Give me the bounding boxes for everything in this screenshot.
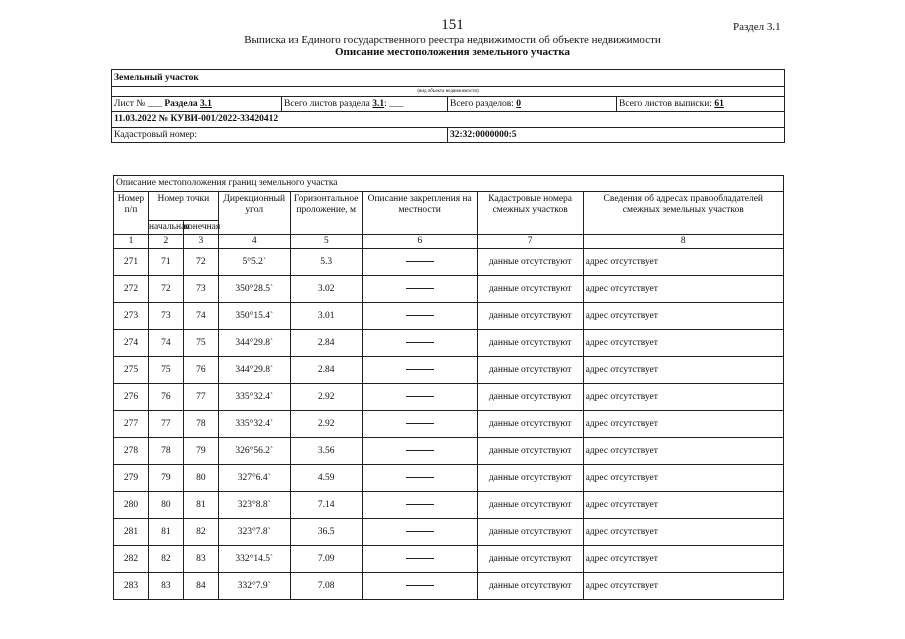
- section-label: Раздел 3.1: [733, 21, 781, 33]
- point-end: 72: [183, 249, 218, 276]
- row-number: 271: [114, 249, 149, 276]
- dash-line: [406, 423, 434, 424]
- row-number: 276: [114, 384, 149, 411]
- horizontal-distance: 2.84: [290, 357, 362, 384]
- row-number: 278: [114, 438, 149, 465]
- dash-line: [406, 558, 434, 559]
- direction-angle: 335°32.4`: [218, 384, 290, 411]
- adjacent-cadastral: данные отсутствуют: [477, 465, 583, 492]
- col-header-angle: Дирекционный угол: [218, 192, 290, 235]
- row-number: 281: [114, 519, 149, 546]
- adjacent-cadastral: данные отсутствуют: [477, 303, 583, 330]
- total-sections-value: 0: [516, 98, 522, 109]
- section-value: 3.1: [200, 98, 212, 109]
- owner-address: адрес отсутствует: [583, 438, 783, 465]
- point-end: 81: [183, 492, 218, 519]
- point-start: 74: [148, 330, 183, 357]
- point-end: 76: [183, 357, 218, 384]
- point-start: 73: [148, 303, 183, 330]
- header-table: [111, 69, 785, 143]
- row-number: 279: [114, 465, 149, 492]
- owner-address: адрес отсутствует: [583, 357, 783, 384]
- point-start: 75: [148, 357, 183, 384]
- point-start: 71: [148, 249, 183, 276]
- dash-line: [406, 585, 434, 586]
- direction-angle: 323°8.8`: [218, 492, 290, 519]
- row-number: 273: [114, 303, 149, 330]
- dash-line: [406, 315, 434, 316]
- object-caption: (вид объекта недвижимости): [112, 87, 785, 97]
- total-sheets-section-label: Всего листов раздела: [284, 98, 370, 109]
- table-row: [114, 411, 784, 438]
- table-row: [114, 303, 784, 330]
- col-number: 2: [148, 235, 183, 249]
- col-number: 1: [114, 235, 149, 249]
- table-row: [114, 276, 784, 303]
- col-number: 5: [290, 235, 362, 249]
- direction-angle: 332°7.9`: [218, 573, 290, 600]
- fixing-description: [362, 303, 477, 330]
- adjacent-cadastral: данные отсутствуют: [477, 411, 583, 438]
- direction-angle: 335°32.4`: [218, 411, 290, 438]
- point-start: 79: [148, 465, 183, 492]
- horizontal-distance: 3.01: [290, 303, 362, 330]
- col-header-distance: Горизонтальное проложение, м: [290, 192, 362, 235]
- direction-angle: 5°5.2`: [218, 249, 290, 276]
- direction-angle: 332°14.5`: [218, 546, 290, 573]
- point-end: 73: [183, 276, 218, 303]
- owner-address: адрес отсутствует: [583, 303, 783, 330]
- table-row: [114, 438, 784, 465]
- point-start: 78: [148, 438, 183, 465]
- horizontal-distance: 2.92: [290, 384, 362, 411]
- page-number: 151: [441, 17, 464, 33]
- sheet-label: Лист № ___: [114, 98, 162, 109]
- direction-angle: 344°29.8`: [218, 357, 290, 384]
- point-start: 82: [148, 546, 183, 573]
- table-row: [114, 546, 784, 573]
- cadastral-label: Кадастровый номер:: [112, 128, 448, 143]
- col-header-point-start: начальная: [148, 221, 183, 235]
- adjacent-cadastral: данные отсутствуют: [477, 276, 583, 303]
- owner-address: адрес отсутствует: [583, 411, 783, 438]
- fixing-description: [362, 546, 477, 573]
- point-end: 77: [183, 384, 218, 411]
- dash-line: [406, 531, 434, 532]
- document-number: 11.03.2022 № КУВИ-001/2022-33420412: [112, 112, 785, 128]
- adjacent-cadastral: данные отсутствуют: [477, 330, 583, 357]
- point-end: 78: [183, 411, 218, 438]
- row-number: 277: [114, 411, 149, 438]
- table-row: [114, 357, 784, 384]
- dash-line: [406, 504, 434, 505]
- dash-line: [406, 288, 434, 289]
- column-numbers-row: [114, 235, 784, 249]
- col-header-cadastral: Кадастровые номера смежных участков: [477, 192, 583, 235]
- fixing-description: [362, 573, 477, 600]
- dash-line: [406, 342, 434, 343]
- col-number: 3: [183, 235, 218, 249]
- col-number: 8: [583, 235, 783, 249]
- point-end: 83: [183, 546, 218, 573]
- adjacent-cadastral: данные отсутствуют: [477, 438, 583, 465]
- total-sheets-section-value: 3.1: [372, 98, 385, 109]
- horizontal-distance: 36.5: [290, 519, 362, 546]
- row-number: 282: [114, 546, 149, 573]
- point-start: 81: [148, 519, 183, 546]
- direction-angle: 323°7.8`: [218, 519, 290, 546]
- owner-address: адрес отсутствует: [583, 330, 783, 357]
- adjacent-cadastral: данные отсутствуют: [477, 519, 583, 546]
- table-row: [114, 384, 784, 411]
- point-start: 77: [148, 411, 183, 438]
- total-sheets: [617, 97, 785, 112]
- table-caption: Описание местоположения границ земельного участка: [114, 176, 784, 192]
- fixing-description: [362, 249, 477, 276]
- horizontal-distance: 5.3: [290, 249, 362, 276]
- total-sections: [448, 97, 617, 112]
- point-end: 74: [183, 303, 218, 330]
- row-number: 272: [114, 276, 149, 303]
- point-start: 80: [148, 492, 183, 519]
- adjacent-cadastral: данные отсутствуют: [477, 357, 583, 384]
- row-number: 283: [114, 573, 149, 600]
- dash-line: [406, 396, 434, 397]
- col-header-number: Номер п/п: [114, 192, 149, 235]
- horizontal-distance: 3.02: [290, 276, 362, 303]
- fixing-description: [362, 465, 477, 492]
- adjacent-cadastral: данные отсутствуют: [477, 492, 583, 519]
- adjacent-cadastral: данные отсутствуют: [477, 573, 583, 600]
- col-header-point-end: конечная: [183, 221, 218, 235]
- dash-line: [406, 477, 434, 478]
- adjacent-cadastral: данные отсутствуют: [477, 384, 583, 411]
- boundary-table: [113, 175, 784, 600]
- fixing-description: [362, 330, 477, 357]
- dash-line: [406, 261, 434, 262]
- direction-angle: 350°28.5`: [218, 276, 290, 303]
- total-sheets-section-blank: : ___: [384, 98, 404, 109]
- direction-angle: 350°15.4`: [218, 303, 290, 330]
- fixing-description: [362, 276, 477, 303]
- adjacent-cadastral: данные отсутствуют: [477, 546, 583, 573]
- owner-address: адрес отсутствует: [583, 546, 783, 573]
- owner-address: адрес отсутствует: [583, 519, 783, 546]
- adjacent-cadastral: данные отсутствуют: [477, 249, 583, 276]
- point-end: 84: [183, 573, 218, 600]
- fixing-description: [362, 357, 477, 384]
- point-start: 76: [148, 384, 183, 411]
- direction-angle: 327°6.4`: [218, 465, 290, 492]
- col-header-point: Номер точки: [148, 192, 218, 221]
- owner-address: адрес отсутствует: [583, 465, 783, 492]
- table-row: [114, 465, 784, 492]
- col-header-fixing: Описание закрепления на местности: [362, 192, 477, 235]
- point-end: 75: [183, 330, 218, 357]
- owner-address: адрес отсутствует: [583, 573, 783, 600]
- point-end: 79: [183, 438, 218, 465]
- dash-line: [406, 450, 434, 451]
- total-sheets-section: [282, 97, 448, 112]
- total-sheets-label: Всего листов выписки:: [619, 98, 712, 109]
- horizontal-distance: 7.14: [290, 492, 362, 519]
- fixing-description: [362, 519, 477, 546]
- point-end: 82: [183, 519, 218, 546]
- horizontal-distance: 2.92: [290, 411, 362, 438]
- owner-address: адрес отсутствует: [583, 249, 783, 276]
- owner-address: адрес отсутствует: [583, 384, 783, 411]
- col-header-address: Сведения об адресах правообладателей смежных земельных участков: [583, 192, 783, 235]
- sheet-number: [112, 97, 282, 112]
- fixing-description: [362, 411, 477, 438]
- row-number: 280: [114, 492, 149, 519]
- fixing-description: [362, 492, 477, 519]
- section-prefix: Раздела: [164, 98, 198, 109]
- horizontal-distance: 4.59: [290, 465, 362, 492]
- document-subtitle: Описание местоположения земельного участка: [334, 46, 571, 58]
- owner-address: адрес отсутствует: [583, 276, 783, 303]
- object-name: Земельный участок: [112, 70, 785, 87]
- horizontal-distance: 2.84: [290, 330, 362, 357]
- direction-angle: 326°56.2`: [218, 438, 290, 465]
- row-number: 274: [114, 330, 149, 357]
- point-start: 83: [148, 573, 183, 600]
- horizontal-distance: 3.56: [290, 438, 362, 465]
- col-number: 6: [362, 235, 477, 249]
- table-row: [114, 573, 784, 600]
- col-number: 4: [218, 235, 290, 249]
- fixing-description: [362, 438, 477, 465]
- table-row: [114, 492, 784, 519]
- row-number: 275: [114, 357, 149, 384]
- point-start: 72: [148, 276, 183, 303]
- horizontal-distance: 7.08: [290, 573, 362, 600]
- owner-address: адрес отсутствует: [583, 492, 783, 519]
- cadastral-number: 32:32:0000000:5: [448, 128, 785, 143]
- fixing-description: [362, 384, 477, 411]
- horizontal-distance: 7.09: [290, 546, 362, 573]
- total-sheets-value: 61: [714, 98, 724, 109]
- col-number: 7: [477, 235, 583, 249]
- dash-line: [406, 369, 434, 370]
- table-row: [114, 249, 784, 276]
- table-row: [114, 519, 784, 546]
- point-end: 80: [183, 465, 218, 492]
- total-sections-label: Всего разделов:: [450, 98, 514, 109]
- direction-angle: 344°29.8`: [218, 330, 290, 357]
- table-row: [114, 330, 784, 357]
- document-title: Выписка из Единого государственного реестра недвижимости об объекте недвижимости: [244, 34, 661, 46]
